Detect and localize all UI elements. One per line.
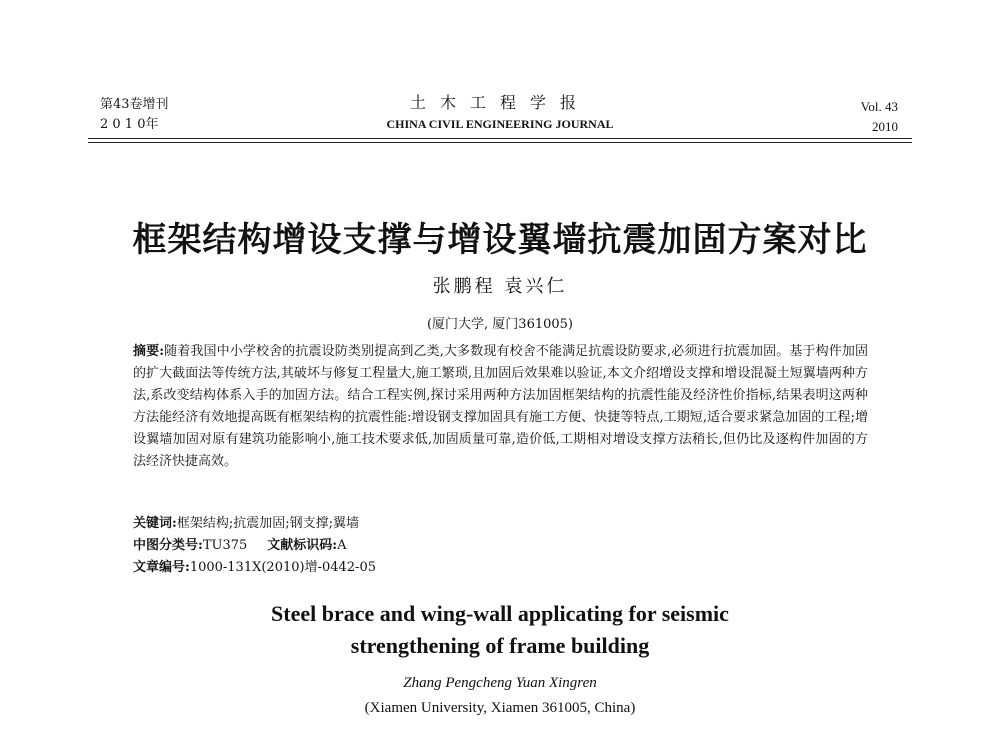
volume-header-en xyxy=(861,97,898,137)
doc-code-value: A xyxy=(337,538,347,553)
volume-en: Vol. 43 xyxy=(860,99,898,114)
volume-header xyxy=(100,95,169,135)
abstract-label: 摘要: xyxy=(133,344,165,359)
paper-title-en xyxy=(0,598,1000,662)
paper-title-cn: 框架结构增设支撑与增设翼墙抗震加固方案对比 xyxy=(132,220,868,260)
abstract-text: 随着我国中小学校舍的抗震设防类别提高到乙类,大多数现有校舍不能满足抗震设防要求,必须进行抗震加固。基于构件加固的扩大截面法等传统方法,其破坏与修复工程量大,施工繁琐,且加固后效果难以验证,本文介绍增设支撑和增设混凝土短翼墙两种方法,系改变结构体系入手的加固方法。结合工程实例,探讨采用两种方法加固框架结构的抗震性能及经济性价指标,结果表明这两种方法能经济有效地提高既有框架结构的抗震性能:增设钢支撑加固具有施工方便、快捷等特点,工期短,适合要求紧急加固的工程;增设翼墙加固对原有建筑功能影响小,施工技术要求低,加固质量可靠,造价低,工期相对增设支撑方法稍长,但仍比及逐构件加固的方法经济快捷高效。 xyxy=(133,344,868,469)
title-en-line1: Steel brace and wing-wall applicating for seismic xyxy=(271,601,729,626)
keywords-label: 关键词: xyxy=(133,516,177,531)
year-cn: 2 0 1 0年 xyxy=(100,117,159,132)
article-no-value: 1000-131X(2010)增-0442-05 xyxy=(189,560,376,575)
affiliation-en: (Xiamen University, Xiamen 361005, China) xyxy=(364,700,636,716)
article-number-line xyxy=(133,557,868,579)
journal-name-en: CHINA CIVIL ENGINEERING JOURNAL xyxy=(386,117,614,131)
classification-line xyxy=(133,535,868,557)
doc-code-label: 文献标识码: xyxy=(267,538,338,553)
authors-en: Zhang Pengcheng Yuan Xingren xyxy=(403,675,597,691)
journal-name-cn: 土木工程学报 xyxy=(409,93,590,112)
header-rule-top xyxy=(88,138,912,139)
authors-cn: 张鹏程 袁兴仁 xyxy=(432,276,568,297)
year-en: 2010 xyxy=(872,119,898,134)
clc-label: 中图分类号: xyxy=(133,538,203,553)
affiliation-cn: (厦门大学, 厦门361005) xyxy=(426,317,574,332)
header-rule-bottom xyxy=(88,142,912,143)
keywords-text: 框架结构;抗震加固;钢支撑;翼墙 xyxy=(176,516,359,531)
keywords-line xyxy=(133,513,868,535)
clc-value: TU375 xyxy=(202,538,248,553)
abstract xyxy=(133,341,868,473)
volume-cn: 第43卷增刊 xyxy=(100,97,169,112)
journal-header xyxy=(300,93,700,133)
metadata-block xyxy=(133,513,868,579)
article-no-label: 文章编号: xyxy=(133,560,190,575)
title-en-line2: strengthening of frame building xyxy=(350,633,650,658)
